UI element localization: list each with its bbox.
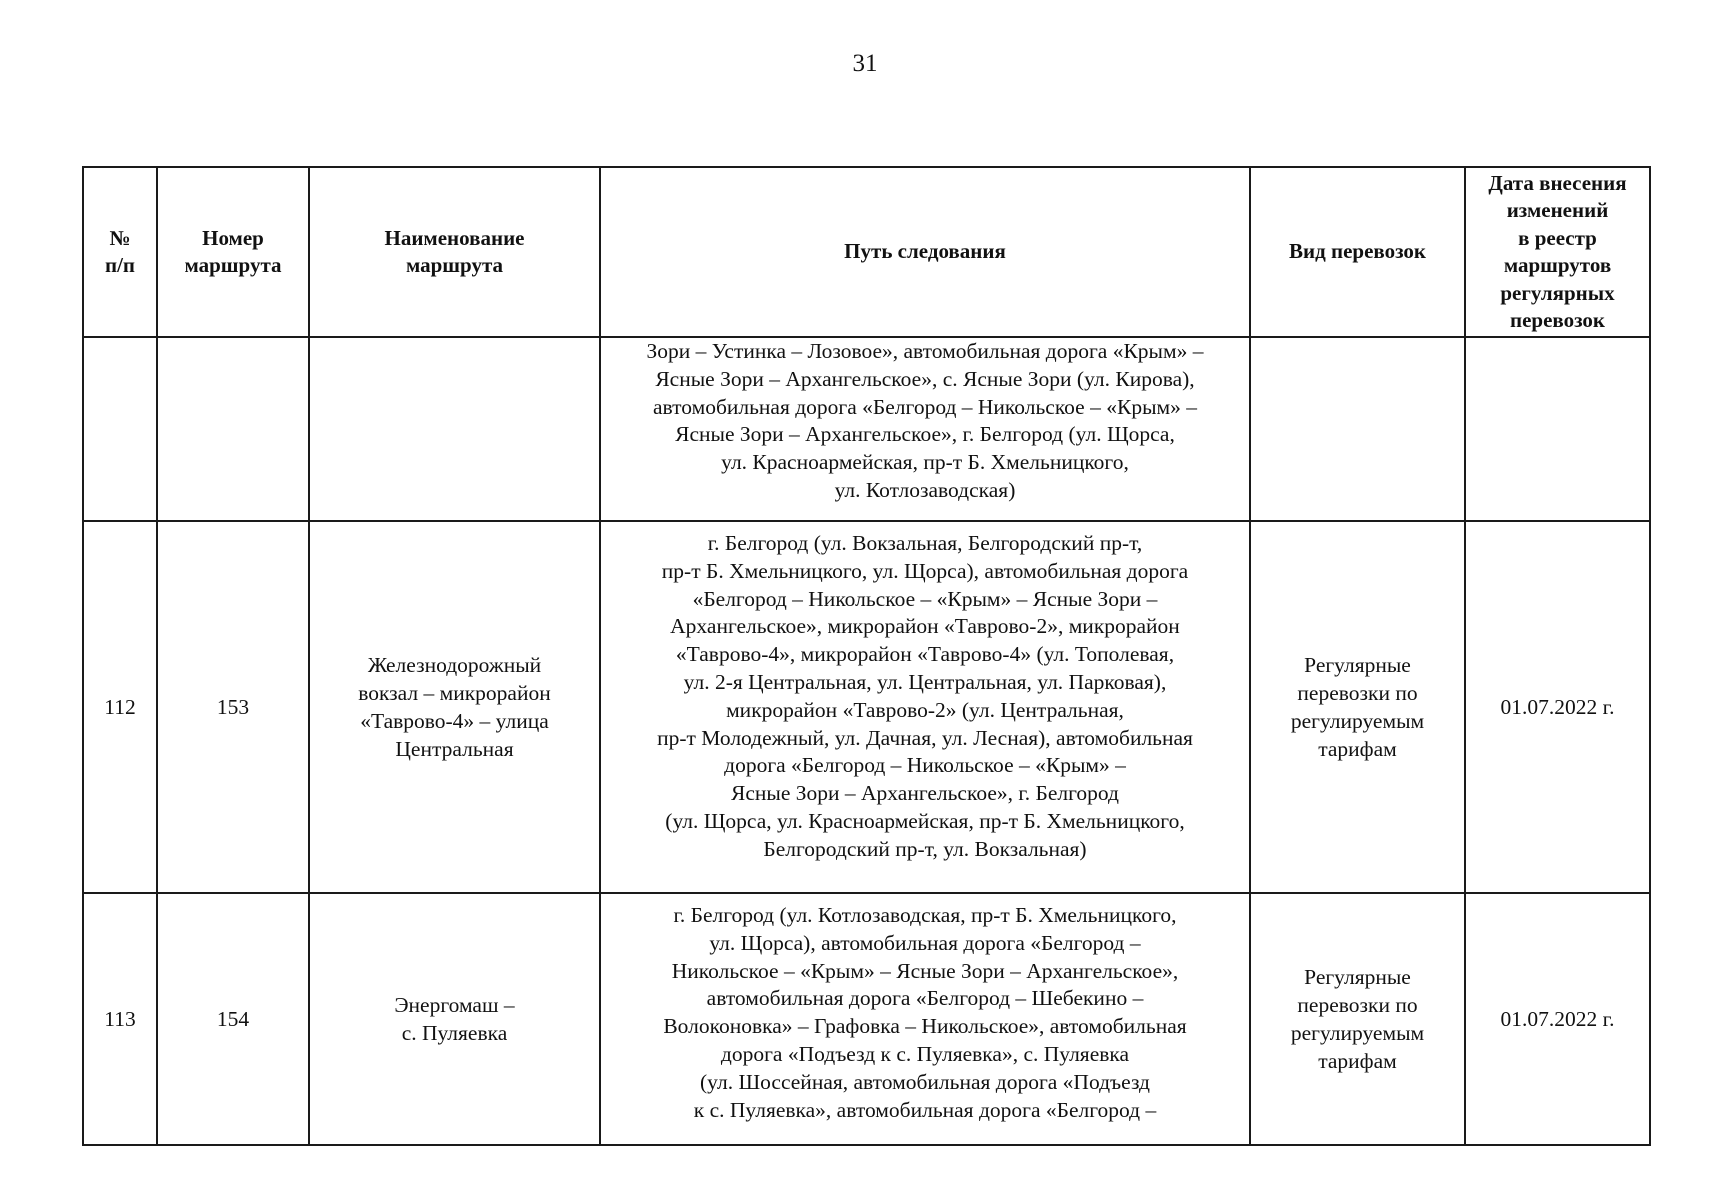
page-number: 31 <box>852 50 878 77</box>
cell-num: 112 <box>83 521 157 893</box>
path-line: Белгородский пр-т, ул. Вокзальная) <box>763 836 1087 861</box>
path-line: (ул. Щорса, ул. Красноармейская, пр-т Б. Хмельницкого, <box>665 808 1185 833</box>
routes-table <box>82 166 1651 1146</box>
cell-num <box>83 337 157 521</box>
cell-route-number: 153 <box>157 521 309 893</box>
route-name-line: «Таврово-4» – улица <box>360 709 549 733</box>
path-line: Ясные Зори – Архангельское», г. Белгород (ул. Щорса, <box>675 422 1175 447</box>
path-line: дорога «Белгород – Никольское – «Крым» – <box>724 753 1126 778</box>
path-line: ул. 2-я Центральная, ул. Центральная, ул. Парковая), <box>683 669 1167 694</box>
header-change-date-line: регулярных <box>1500 280 1615 305</box>
cell-change-date <box>1465 337 1650 521</box>
header-route-number <box>157 167 309 337</box>
path-line: ул. Щорса), автомобильная дорога «Белгород – <box>709 930 1141 955</box>
cell-change-date: 01.07.2022 г. <box>1465 893 1650 1145</box>
header-transport-type <box>1250 167 1465 337</box>
cell-path <box>600 893 1250 1145</box>
transport-type-line: регулируемым <box>1290 709 1425 733</box>
route-name-line: с. Пуляевка <box>401 1021 508 1045</box>
path-line: автомобильная дорога «Белгород – Шебекино – <box>706 986 1144 1011</box>
cell-route-number: 154 <box>157 893 309 1145</box>
route-name-line: Энергомаш – <box>394 993 515 1017</box>
header-change-date-line: Дата внесения <box>1488 170 1627 195</box>
cell-transport-type <box>1250 521 1465 893</box>
header-route-name-line: маршрута <box>405 253 504 277</box>
path-line: дорога «Подъезд к с. Пуляевка», с. Пуляевка <box>720 1041 1130 1066</box>
cell-num: 113 <box>83 893 157 1145</box>
path-line: Архангельское», микрорайон «Таврово-2», микрорайон <box>670 614 1180 639</box>
header-change-date-line: маршрутов <box>1503 253 1612 277</box>
path-line: микрорайон «Таврово-2» (ул. Центральная, <box>726 697 1124 722</box>
path-line: г. Белгород (ул. Вокзальная, Белгородский пр-т, <box>707 531 1143 555</box>
path-line: Ясные Зори – Архангельское», г. Белгород <box>731 781 1119 806</box>
path-line: «Таврово-4», микрорайон «Таврово-4» (ул. Тополевая, <box>675 642 1175 667</box>
path-line: Никольское – «Крым» – Ясные Зори – Архангельское», <box>671 958 1179 983</box>
route-name-line: вокзал – микрорайон <box>358 681 551 705</box>
header-path-line: Путь следования <box>844 239 1006 264</box>
cell-transport-type <box>1250 337 1465 521</box>
header-change-date <box>1465 167 1650 337</box>
header-transport-type-line: Вид перевозок <box>1288 239 1426 264</box>
cell-path <box>600 337 1250 521</box>
cell-route-name <box>309 521 600 893</box>
header-route-number-line: Номер <box>202 225 264 250</box>
header-route-number-line: маршрута <box>184 253 282 277</box>
transport-type-line: перевозки по <box>1297 681 1418 705</box>
header-num <box>83 167 157 337</box>
transport-type-line: Регулярные <box>1304 653 1411 677</box>
path-line: пр-т Б. Хмельницкого, ул. Щорса), автомобильная дорога <box>661 558 1189 583</box>
transport-type-line: тарифам <box>1318 737 1397 761</box>
path-line: (ул. Шоссейная, автомобильная дорога «Подъезд <box>700 1069 1150 1094</box>
table-row <box>83 337 1650 521</box>
header-num-line: № <box>109 225 131 250</box>
cell-transport-type <box>1250 893 1465 1145</box>
header-change-date-line: изменений <box>1506 198 1609 222</box>
header-route-name <box>309 167 600 337</box>
path-line: к с. Пуляевка», автомобильная дорога «Белгород – <box>693 1097 1157 1122</box>
path-line: автомобильная дорога «Белгород – Никольское – «Крым» – <box>652 394 1197 419</box>
cell-route-name <box>309 893 600 1145</box>
cell-change-date: 01.07.2022 г. <box>1465 521 1650 893</box>
table-row <box>83 893 1650 1145</box>
route-name-line: Железнодорожный <box>367 653 542 677</box>
cell-route-number <box>157 337 309 521</box>
header-route-name-line: Наименование <box>384 225 525 250</box>
transport-type-line: регулируемым <box>1290 1021 1425 1045</box>
path-line: ул. Котлозаводская) <box>834 477 1016 502</box>
cell-route-name <box>309 337 600 521</box>
cell-path <box>600 521 1250 893</box>
header-change-date-line: перевозок <box>1509 308 1606 332</box>
table-row <box>83 521 1650 893</box>
path-line: Ясные Зори – Архангельское», с. Ясные Зори (ул. Кирова), <box>655 366 1195 391</box>
table-header-row <box>83 167 1650 337</box>
header-path <box>600 167 1250 337</box>
path-line: Волоконовка» – Графовка – Никольское», автомобильная <box>663 1014 1187 1039</box>
header-change-date-line: в реестр <box>1518 225 1597 250</box>
path-line: г. Белгород (ул. Котлозаводская, пр-т Б. Хмельницкого, <box>673 903 1177 927</box>
transport-type-line: перевозки по <box>1297 993 1418 1017</box>
path-line: Зори – Устинка – Лозовое», автомобильная дорога «Крым» – <box>646 339 1204 363</box>
transport-type-line: Регулярные <box>1304 965 1411 989</box>
path-line: пр-т Молодежный, ул. Дачная, ул. Лесная), автомобильная <box>657 725 1193 750</box>
path-line: «Белгород – Никольское – «Крым» – Ясные Зори – <box>692 586 1158 611</box>
path-line: ул. Красноармейская, пр-т Б. Хмельницкого, <box>721 450 1129 475</box>
header-num-line: п/п <box>104 253 136 277</box>
transport-type-line: тарифам <box>1318 1049 1397 1073</box>
route-name-line: Центральная <box>395 737 514 761</box>
